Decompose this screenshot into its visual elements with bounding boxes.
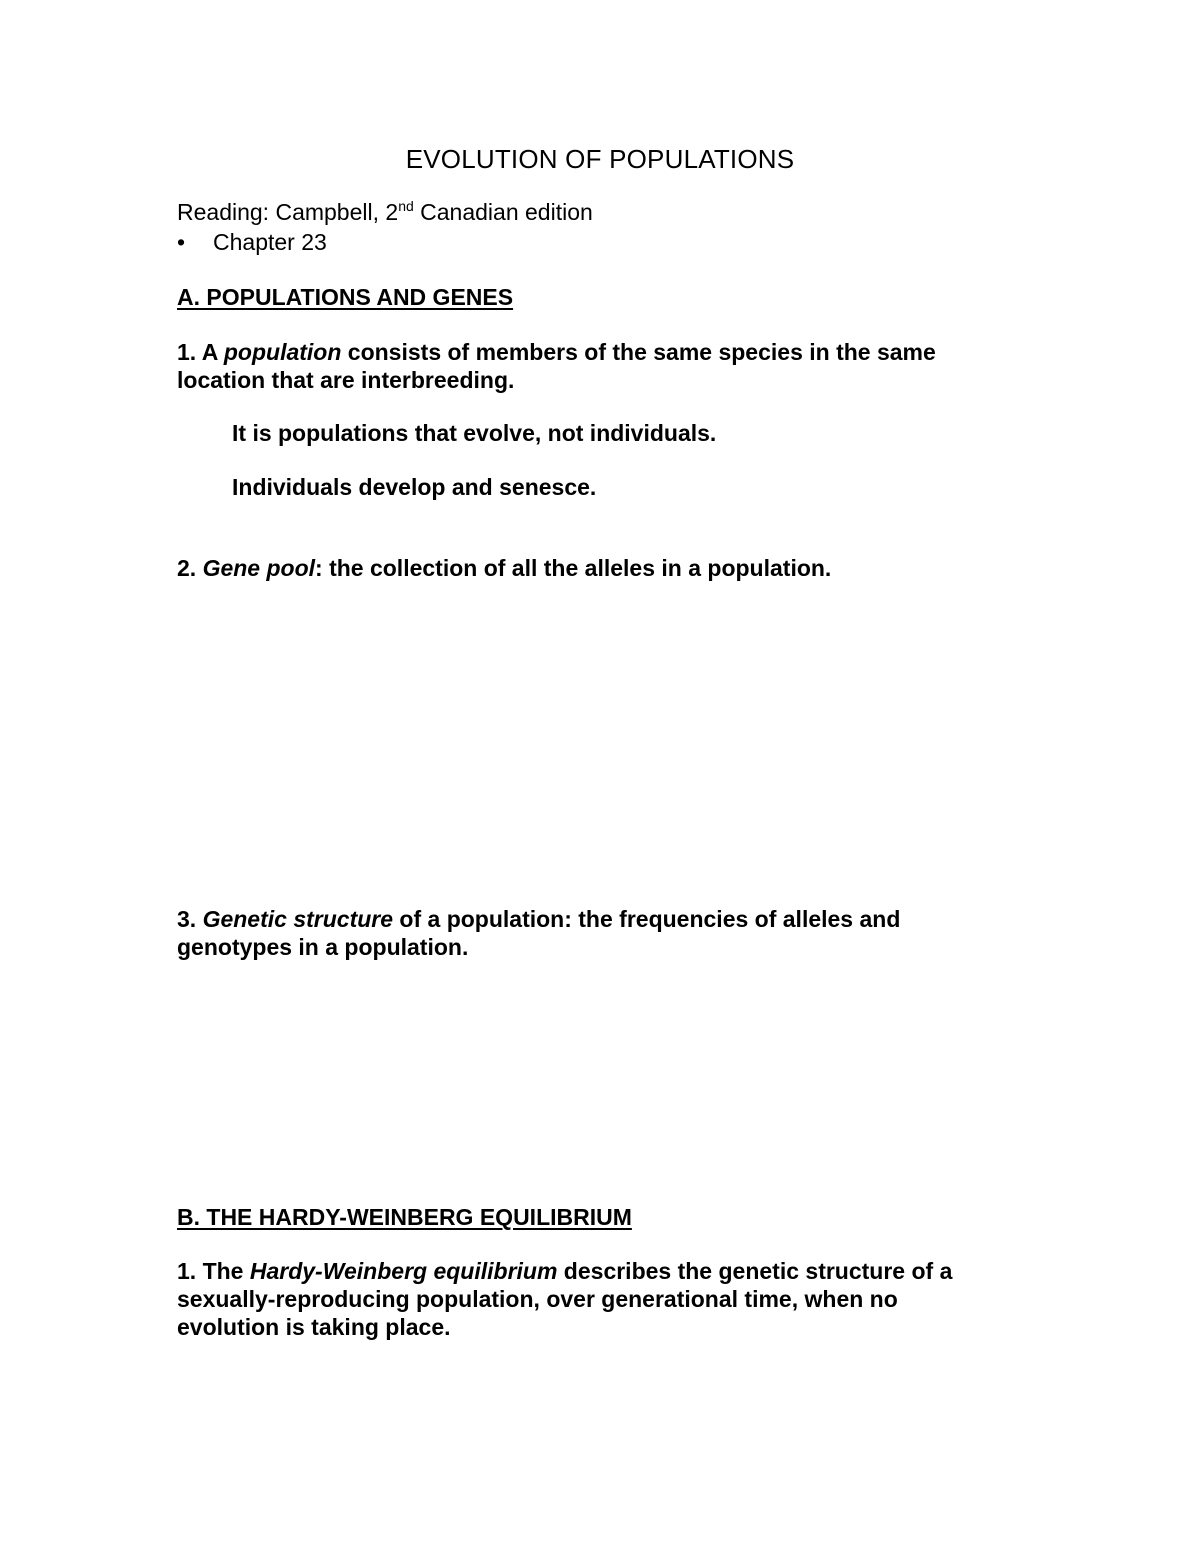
item-text-line-3: evolution is taking place. [177, 1314, 451, 1340]
item-number: 1. A [177, 339, 224, 365]
item-text: consists of members of the same species in the same [341, 339, 936, 365]
item-text-line-2: location that are interbreeding. [177, 367, 515, 393]
term-genetic-structure: Genetic structure [202, 906, 394, 932]
section-a-item-1 [177, 338, 997, 394]
note-populations-evolve: It is populations that evolve, not individuals. [232, 420, 717, 446]
section-a-item-3 [177, 905, 997, 961]
reading-prefix: Reading: Campbell, 2 [177, 199, 399, 225]
item-text: : the collection of all the alleles in a population. [315, 555, 832, 581]
item-text-line-2: genotypes in a population. [177, 934, 469, 960]
reading-suffix: Canadian edition [413, 199, 593, 225]
item-number: 2. [177, 555, 203, 581]
item-number: 1. The [177, 1258, 250, 1284]
section-b-heading: B. THE HARDY-WEINBERG EQUILIBRIUM [177, 1204, 632, 1230]
term-gene-pool: Gene pool [202, 555, 316, 581]
page-title: EVOLUTION OF POPULATIONS [405, 144, 795, 174]
reading-reference [177, 198, 593, 226]
term-hardy-weinberg: Hardy-Weinberg equilibrium [249, 1258, 558, 1284]
item-text: of a population: the frequencies of alleles and [393, 906, 901, 932]
section-a-heading: A. POPULATIONS AND GENES [177, 284, 514, 310]
section-a-item-2 [177, 554, 997, 582]
bullet-item-text: Chapter 23 [213, 229, 327, 255]
bullet-icon: • [177, 229, 186, 255]
item-number: 3. [177, 906, 203, 932]
note-individuals-develop: Individuals develop and senesce. [232, 474, 597, 500]
term-population: population [223, 339, 342, 365]
list-item [177, 228, 327, 256]
section-b-item-1 [177, 1257, 997, 1341]
item-text: describes the genetic structure of a [557, 1258, 953, 1284]
item-text-line-2: sexually-reproducing population, over generational time, when no [177, 1286, 898, 1312]
reading-superscript: nd [398, 197, 414, 214]
